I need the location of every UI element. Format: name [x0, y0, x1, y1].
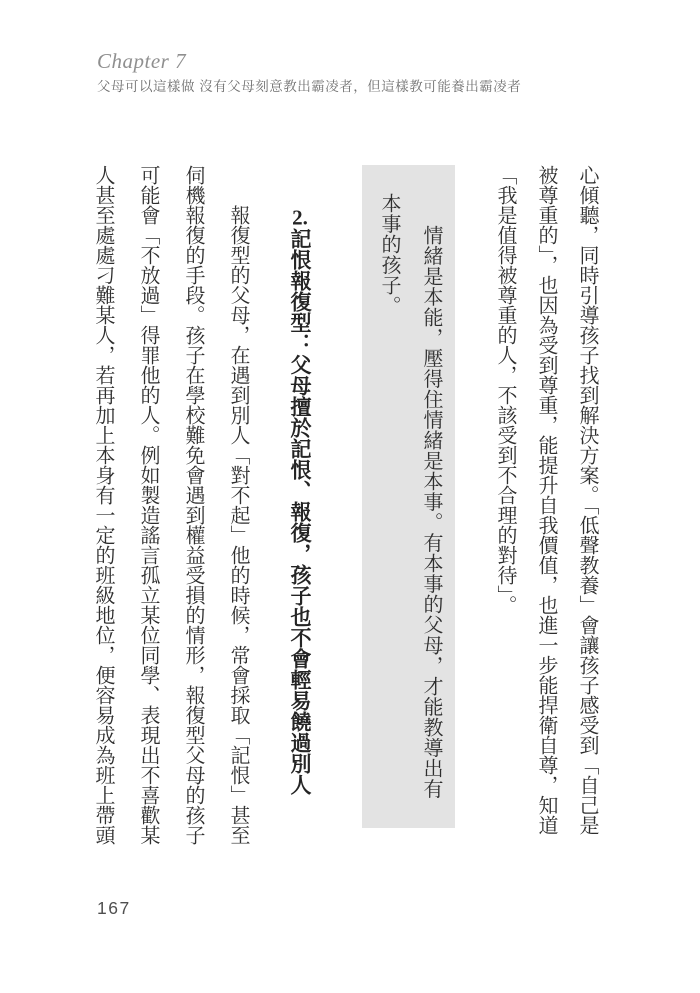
text-column: 報復型的父母，在遇到別人「對不起」他的時候，常會採取「記恨」甚至	[227, 205, 249, 845]
text-column: 被尊重的」，也因為受到尊重，能提升自我價值，也進一步能捍衛自尊，知道	[535, 165, 557, 835]
page-number: 167	[97, 898, 131, 918]
body-text-area	[80, 165, 607, 845]
chapter-label: Chapter 7	[97, 49, 187, 73]
text-column: 伺機報復的手段。孩子在學校難免會遇到權益受損的情形，報復型父母的孩子	[182, 165, 204, 845]
text-column: 人甚至處處刁難某人，若再加上本身有一定的班級地位，便容易成為班上帶頭	[92, 165, 114, 845]
quote-text-column: 本事的孩子。	[378, 193, 400, 316]
text-column: 心傾聽，同時引導孩子找到解決方案。「低聲教養」會讓孩子感受到「自己是	[576, 165, 598, 835]
paragraph-revenge	[80, 165, 260, 845]
section-heading	[279, 165, 321, 845]
paragraph-respect	[484, 165, 607, 845]
chapter-subtitle: 父母可以這樣做 沒有父母刻意教出霸凌者，但這樣教可能養出霸凌者	[97, 79, 522, 94]
section-heading-number: 2.	[292, 207, 308, 228]
text-column: 「我是值得被尊重的人，不該受到不合理的對待」。	[494, 165, 516, 615]
quote-box	[362, 165, 455, 828]
quote-text-column: 情緒是本能，壓得住情緒是本事。有本事的父母，才能教導出有	[420, 225, 442, 799]
text-column: 可能會「不放過」得罪他的人。例如製造謠言孤立某位同學、表現出不喜歡某	[137, 165, 159, 845]
section-heading-title: 記恨報復型：父母擅於記恨、報復，孩子也不會輕易饒過別人	[288, 228, 312, 795]
